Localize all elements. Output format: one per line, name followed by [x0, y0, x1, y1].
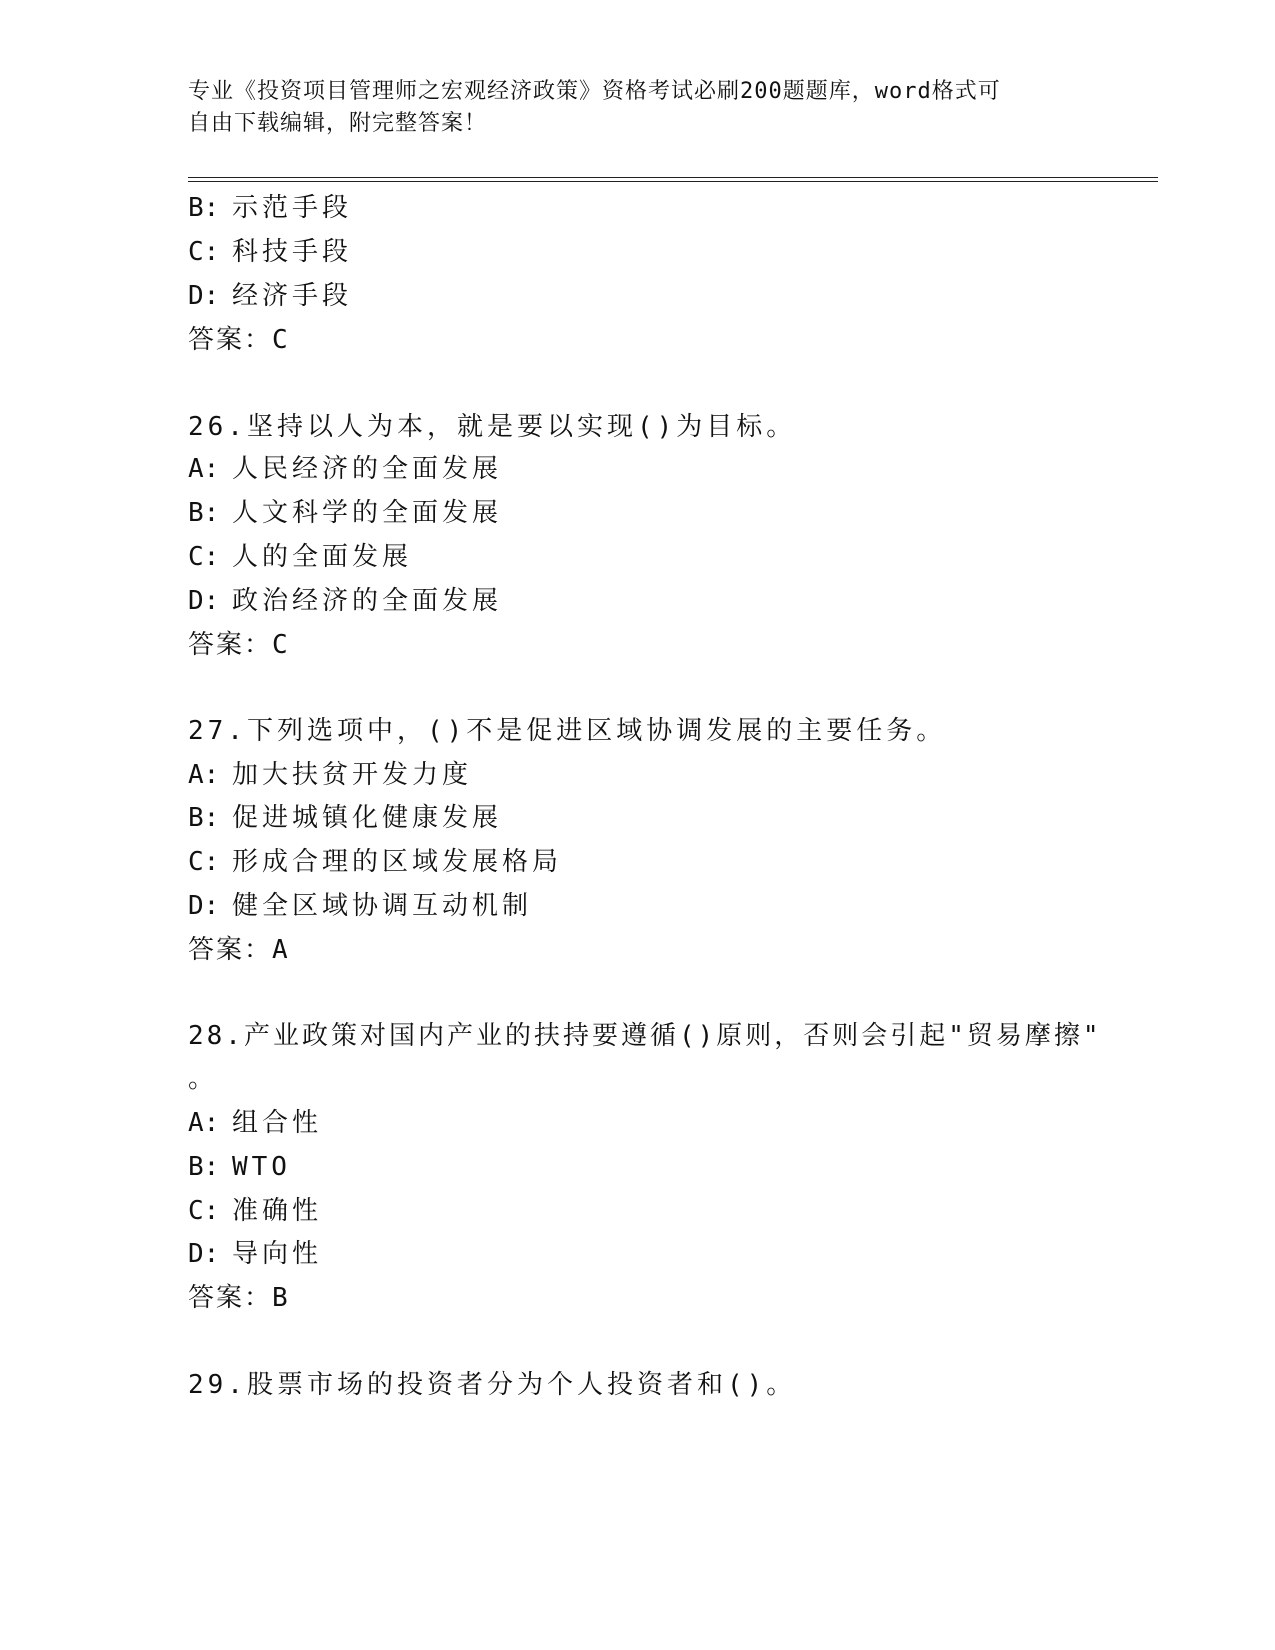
answer: 答案：C [188, 325, 290, 355]
option-b: B: WTO [188, 1152, 291, 1182]
option-a: A: 人民经济的全面发展 [188, 454, 503, 484]
question-stem-continuation: 。 [188, 1064, 219, 1094]
header-divider-top [188, 177, 1158, 178]
question-stem: 26.坚持以人为本，就是要以实现()为目标。 [188, 412, 797, 442]
question-stem: 27.下列选项中，()不是促进区域协调发展的主要任务。 [188, 716, 947, 746]
option-a: A: 组合性 [188, 1108, 323, 1138]
header-line-1: 专业《投资项目管理师之宏观经济政策》资格考试必刷200题题库，word格式可 [188, 79, 1001, 104]
option-d: D: 导向性 [188, 1239, 323, 1269]
header-divider-bottom [188, 181, 1158, 182]
option-b: B: 促进城镇化健康发展 [188, 803, 503, 833]
option-b: B: 人文科学的全面发展 [188, 498, 503, 528]
option-d: D: 健全区域协调互动机制 [188, 891, 533, 921]
header-line-2: 自由下载编辑，附完整答案！ [188, 111, 488, 136]
answer: 答案：A [188, 935, 290, 965]
option-c: C: 形成合理的区域发展格局 [188, 847, 563, 877]
answer: 答案：B [188, 1283, 290, 1313]
question-stem: 28.产业政策对国内产业的扶持要遵循()原则，否则会引起"贸易摩擦" [188, 1021, 1102, 1051]
option-d: D: 经济手段 [188, 281, 353, 311]
option-d: D: 政治经济的全面发展 [188, 586, 503, 616]
document-header [188, 76, 1088, 140]
option-c: C: 准确性 [188, 1196, 323, 1226]
option-c: C: 人的全面发展 [188, 542, 413, 572]
option-b: B: 示范手段 [188, 193, 353, 223]
option-a: A: 加大扶贫开发力度 [188, 760, 473, 790]
option-c: C: 科技手段 [188, 237, 353, 267]
answer: 答案：C [188, 630, 290, 660]
question-stem: 29.股票市场的投资者分为个人投资者和()。 [188, 1370, 797, 1400]
